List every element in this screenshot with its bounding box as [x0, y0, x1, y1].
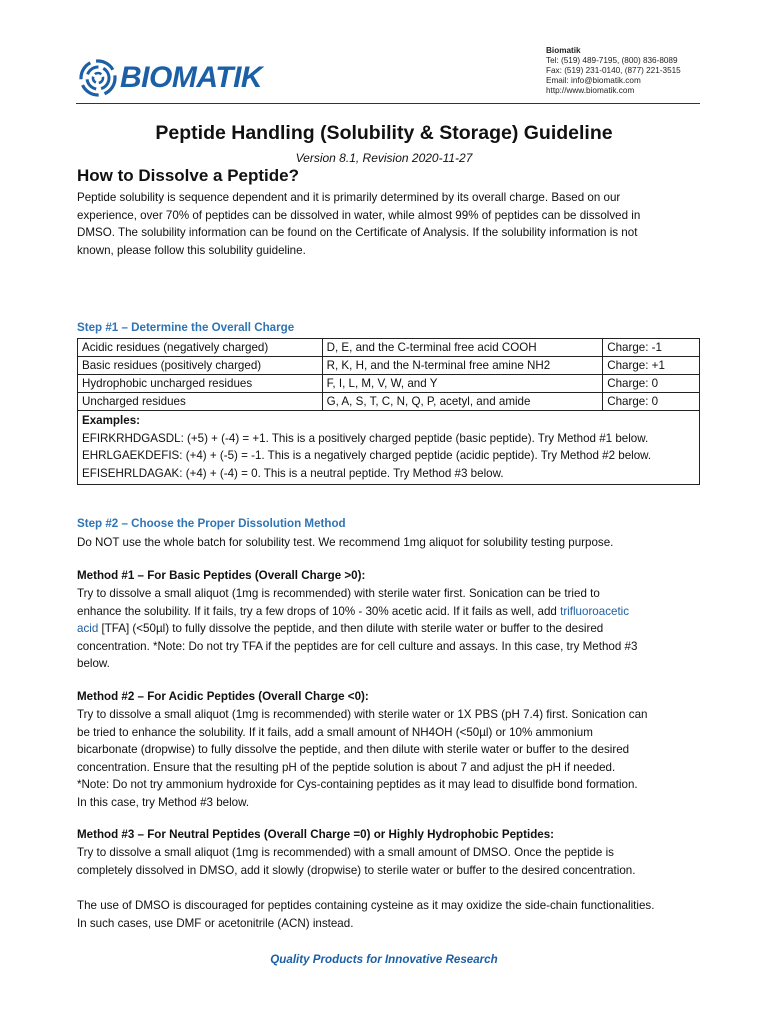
method2-line: bicarbonate (dropwise) to fully dissolve the peptide, and then dilute with sterile water or buffer to the desired	[77, 743, 630, 757]
step2-heading: Step #2 – Choose the Proper Dissolution Method	[77, 517, 346, 530]
charge-cell: Charge: 0	[603, 375, 700, 393]
table-row	[78, 393, 700, 411]
intro-line: known, please follow this solubility guideline.	[77, 243, 306, 257]
step2-intro: Do NOT use the whole batch for solubility test. We recommend 1mg aliquot for solubility testing purpose.	[77, 536, 614, 549]
method3-line: Try to dissolve a small aliquot (1mg is recommended) with a small amount of DMSO. Once the peptide is	[77, 846, 614, 859]
intro-line: experience, over 70% of peptides can be dissolved in water, while almost 99% of peptides can be dissolved in	[77, 208, 641, 222]
contact-tel: Tel: (519) 489-7195, (800) 836-8089	[546, 56, 678, 65]
method3-title: Method #3 – For Neutral Peptides (Overall Charge =0) or Highly Hydrophobic Peptides:	[77, 828, 555, 841]
example-line: EHRLGAEKDEFIS: (+4) + (-5) = -1. This is a negatively charged peptide (acidic peptide). Try Method #2 below.	[82, 449, 652, 463]
method1-body	[77, 585, 702, 673]
residue-type-cell: Acidic residues (negatively charged)	[78, 339, 323, 357]
contact-fax: Fax: (519) 231-0140, (877) 221-3515	[546, 66, 681, 75]
residue-type-cell: Hydrophobic uncharged residues	[78, 375, 323, 393]
charge-cell: Charge: 0	[603, 393, 700, 411]
contact-block	[546, 46, 681, 96]
method2-title: Method #2 – For Acidic Peptides (Overall Charge <0):	[77, 690, 369, 703]
contact-website[interactable]: http://www.biomatik.com	[546, 86, 635, 95]
charge-cell: Charge: +1	[603, 357, 700, 375]
method1-text: [TFA] (<50µl) to fully dissolve the peptide, and then dilute with sterile water or buffer to the desired	[98, 622, 604, 636]
examples-label: Examples:	[82, 414, 140, 427]
page-title: Peptide Handling (Solubility & Storage) Guideline	[155, 122, 613, 144]
residues-cell: R, K, H, and the N-terminal free amine NH2	[322, 357, 603, 375]
header-divider	[76, 103, 700, 104]
method1-line: below.	[77, 657, 110, 671]
table-row	[78, 339, 700, 357]
residues-cell: F, I, L, M, V, W, and Y	[322, 375, 603, 393]
residues-cell: G, A, S, T, C, N, Q, P, acetyl, and amide	[322, 393, 603, 411]
method1-line: Try to dissolve a small aliquot (1mg is recommended) with sterile water first. Sonication can be tried to	[77, 587, 600, 600]
biomatik-logo	[78, 56, 328, 100]
tfa-link[interactable]: trifluoroacetic	[560, 604, 630, 618]
intro-line: DMSO. The solubility information can be found on the Certificate of Analysis. If the solubility information is not	[77, 226, 638, 240]
intro-line: Peptide solubility is sequence dependent and it is primarily determined by its overall charge. Based on our	[77, 191, 621, 204]
biomatik-swirl-icon	[78, 58, 118, 98]
contact-company: Biomatik	[546, 46, 581, 55]
method1-line: concentration. *Note: Do not try TFA if the peptides are for cell culture and assays. In this case, try Method #3	[77, 639, 638, 653]
example-line: EFIRKRHDGASDL: (+5) + (-4) = +1. This is a positively charged peptide (basic peptide). Try Method #1 below.	[82, 431, 649, 445]
contact-email[interactable]: Email: info@biomatik.com	[546, 76, 641, 85]
table-row	[78, 375, 700, 393]
method2-line: Try to dissolve a small aliquot (1mg is recommended) with sterile water or 1X PBS (pH 7.4) first. Sonication can	[77, 708, 648, 721]
residue-type-cell: Uncharged residues	[78, 393, 323, 411]
method2-line: *Note: Do not try ammonium hydroxide for Cys-containing peptides as it may lead to disulfide bond formation.	[77, 778, 638, 792]
method3-line: completely dissolved in DMSO, add it slowly (dropwise) to sterile water or buffer to the desired concentration.	[77, 863, 636, 877]
logo-wordmark: BIOMATIK	[120, 61, 263, 94]
dmso-note-line: The use of DMSO is discouraged for peptides containing cysteine as it may oxidize the side-chain functionalities.	[77, 899, 655, 912]
method2-line: In this case, try Method #3 below.	[77, 795, 250, 809]
method1-line	[77, 603, 702, 621]
intro-paragraph	[77, 189, 702, 259]
method1-title: Method #1 – For Basic Peptides (Overall Charge >0):	[77, 569, 366, 582]
section-heading-dissolve: How to Dissolve a Peptide?	[77, 166, 299, 185]
table-row	[78, 357, 700, 375]
charge-cell: Charge: -1	[603, 339, 700, 357]
method1-text: enhance the solubility. If it fails, try a few drops of 10% - 30% acetic acid. If it fails as well, add	[77, 604, 561, 618]
method3-body	[77, 844, 702, 879]
version-line: Version 8.1, Revision 2020-11-27	[295, 151, 473, 165]
step1-heading: Step #1 – Determine the Overall Charge	[77, 321, 295, 334]
table-row-examples	[78, 411, 700, 485]
examples-cell	[78, 411, 700, 485]
method2-line: be tried to enhance the solubility. If it fails, add a small amount of NH4OH (<50µl) or 10% ammonium	[77, 725, 593, 739]
dmso-note-line: In such cases, use DMF or acetonitrile (ACN) instead.	[77, 916, 354, 930]
footer-tagline: Quality Products for Innovative Research	[270, 953, 498, 966]
method2-line: concentration. Ensure that the resulting pH of the peptide solution is about 7 and adjust the pH if needed.	[77, 760, 616, 774]
tfa-link[interactable]: acid	[77, 622, 99, 636]
example-line: EFISEHRLDAGAK: (+4) + (-4) = 0. This is a neutral peptide. Try Method #3 below.	[82, 466, 504, 480]
method1-line	[77, 620, 702, 638]
charge-table	[77, 338, 700, 485]
dmso-note	[77, 897, 702, 932]
residue-type-cell: Basic residues (positively charged)	[78, 357, 323, 375]
residues-cell: D, E, and the C-terminal free acid COOH	[322, 339, 603, 357]
method2-body	[77, 706, 702, 812]
